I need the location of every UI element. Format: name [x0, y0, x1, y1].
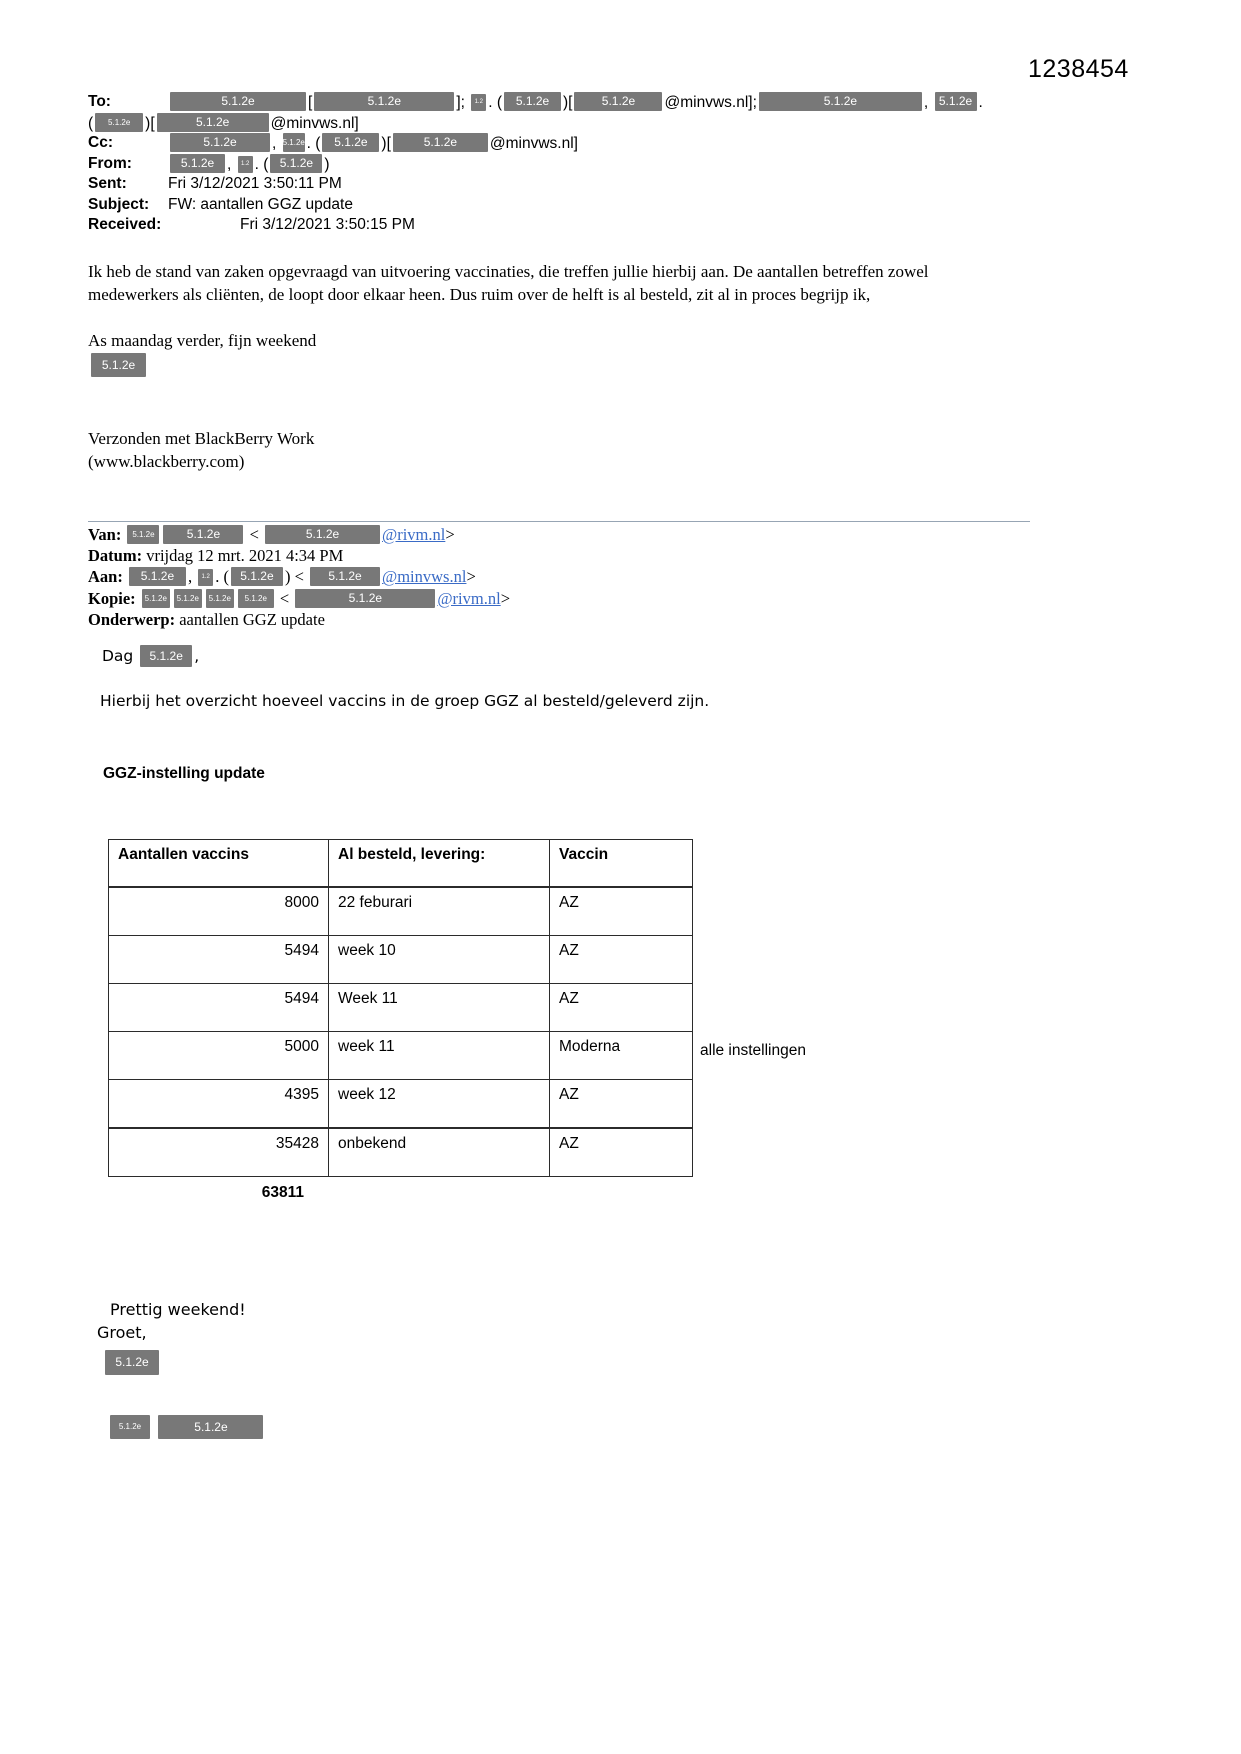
- header-field-label: Subject:: [88, 195, 150, 213]
- redaction-box: 5.1.2e: [140, 645, 192, 667]
- quoted-header-line: [88, 524, 510, 545]
- redaction-box: 5.1.2e: [158, 1415, 263, 1439]
- header-line: [88, 113, 983, 134]
- sender-signature-redaction: [89, 353, 148, 378]
- table-row: [109, 984, 693, 1032]
- header-line: [88, 92, 983, 113]
- closing-line: As maandag verder, fijn weekend: [88, 331, 317, 350]
- quoted-header-line: [88, 545, 510, 566]
- redaction-box: 5.1.2e: [270, 154, 322, 173]
- redaction-box: 5.1.2e: [142, 589, 170, 608]
- table-header-row: [109, 840, 693, 888]
- closing-wish: Prettig weekend!: [110, 1300, 246, 1319]
- table-row: [109, 936, 693, 984]
- table-column-header: Aantallen vaccins: [109, 840, 329, 888]
- redaction-box: 5.1.2e: [157, 113, 269, 132]
- redaction-box: 5.1.2e: [127, 525, 159, 544]
- quoted-header-line: [88, 566, 510, 587]
- text-fragment: . (: [215, 567, 229, 587]
- text-fragment: )[: [381, 135, 391, 152]
- text-fragment: >: [466, 567, 476, 587]
- table-cell: week 12: [329, 1080, 550, 1129]
- header-field-value: [168, 133, 578, 154]
- email-body-paragraph: [88, 260, 929, 306]
- table-column-header: Al besteld, levering:: [329, 840, 550, 888]
- field-label: Van:: [88, 525, 126, 544]
- redaction-box: 5.1.2e: [310, 567, 380, 586]
- field-label: Aan:: [88, 567, 127, 587]
- redaction-box: 5.1.2e: [129, 567, 186, 586]
- closing-salutation: Groet,: [97, 1323, 147, 1342]
- document-number: 1238454: [1028, 55, 1129, 83]
- quoted-header-line: [88, 588, 510, 609]
- redaction-box: 1.2: [238, 156, 253, 173]
- text-fragment: FW: aantallen GGZ update: [168, 195, 353, 213]
- table-cell: 5494: [109, 984, 329, 1032]
- text-fragment: [: [308, 94, 313, 111]
- redaction-box: 5.1.2e: [163, 525, 243, 544]
- table-row: [109, 1080, 693, 1129]
- text-fragment: Dag: [102, 647, 139, 665]
- message-line: Hierbij het overzicht hoeveel vaccins in de groep GGZ al besteld/geleverd zijn.: [100, 692, 710, 710]
- text-fragment: ,: [923, 94, 933, 111]
- body-line: medewerkers als cliënten, de loopt door elkaar heen. Dus ruim over de helft is al besteld, zit al in proces begrijp ik,: [88, 285, 871, 304]
- table-cell: Week 11: [329, 984, 550, 1032]
- header-field-value: [168, 174, 342, 195]
- redaction-box: 1.2: [471, 94, 486, 111]
- redaction-box: 1.2: [198, 569, 213, 586]
- table-cell: onbekend: [329, 1128, 550, 1177]
- header-line: [88, 133, 983, 154]
- table-body: [109, 887, 693, 1177]
- header-line: [88, 154, 983, 175]
- table-cell: week 11: [329, 1032, 550, 1080]
- header-field-label: To:: [88, 93, 111, 110]
- table-row: [109, 1128, 693, 1177]
- redaction-box: 5.1.2e: [322, 133, 379, 152]
- ggz-update-table: [108, 839, 693, 1177]
- table-cell: AZ: [550, 984, 693, 1032]
- redaction-box: 5.1.2e: [283, 133, 305, 152]
- redaction-box: 5.1.2e: [105, 1350, 159, 1375]
- text-fragment: Fri 3/12/2021 3:50:11 PM: [168, 175, 342, 192]
- table-cell: AZ: [550, 1128, 693, 1177]
- text-fragment: .: [978, 94, 983, 111]
- text-fragment: )[: [563, 94, 573, 111]
- text-fragment: vrijdag 12 mrt. 2021 4:34 PM: [146, 546, 344, 566]
- table-column-header: Vaccin: [550, 840, 693, 888]
- table-cell: 5494: [109, 936, 329, 984]
- email-address-link[interactable]: @rivm.nl: [437, 588, 501, 608]
- table-heading: GGZ-instelling update: [103, 765, 265, 782]
- text-fragment: ,: [272, 135, 281, 152]
- text-fragment: . (: [488, 94, 503, 111]
- email-address-link[interactable]: @rivm.nl: [382, 525, 446, 544]
- redaction-box: 5.1.2e: [935, 92, 977, 111]
- redaction-box: 5.1.2e: [238, 589, 274, 608]
- text-fragment: >: [500, 588, 510, 608]
- vaccine-table: [108, 839, 693, 1177]
- text-fragment: <: [245, 525, 264, 544]
- field-label: Datum:: [88, 546, 147, 566]
- table-cell: 4395: [109, 1080, 329, 1129]
- redaction-box: 5.1.2e: [170, 154, 225, 173]
- redaction-box: 5.1.2e: [314, 92, 454, 111]
- redaction-box: 5.1.2e: [174, 589, 202, 608]
- text-fragment: ,: [194, 647, 200, 665]
- table-annotation: alle instellingen: [700, 1042, 806, 1059]
- blackberry-line: (www.blackberry.com): [88, 452, 245, 471]
- text-fragment: (: [88, 114, 94, 132]
- header-field-value: [168, 154, 330, 175]
- field-label: Kopie:: [88, 588, 140, 608]
- redaction-box: 5.1.2e: [295, 589, 435, 608]
- table-cell: 35428: [109, 1128, 329, 1177]
- header-field-label: Sent:: [88, 175, 127, 192]
- redaction-box: 5.1.2e: [393, 133, 488, 152]
- header-field-label: Received:: [88, 216, 162, 233]
- email-header-quoted: [88, 524, 510, 630]
- redaction-box: 5.1.2e: [170, 92, 306, 111]
- text-fragment: @minvws.nl];: [664, 94, 757, 111]
- header-field-value: [88, 113, 359, 134]
- text-fragment: . (: [306, 135, 321, 152]
- table-cell: AZ: [550, 1080, 693, 1129]
- redaction-box: 5.1.2e: [91, 353, 146, 377]
- table-cell: AZ: [550, 936, 693, 984]
- redaction-box: 5.1.2e: [504, 92, 561, 111]
- quoted-message-divider: [88, 521, 1030, 522]
- text-fragment: ) <: [284, 567, 309, 587]
- field-label: Onderwerp:: [88, 609, 180, 629]
- body-line: Ik heb de stand van zaken opgevraagd van uitvoering vaccinaties, die treffen jullie hierbij aan. De aantallen betreffen zowel: [88, 262, 929, 281]
- text-fragment: Fri 3/12/2021 3:50:15 PM: [240, 216, 415, 233]
- table-cell: week 10: [329, 936, 550, 984]
- table-cell: 8000: [109, 887, 329, 936]
- quoted-signature-redaction: [103, 1350, 161, 1376]
- header-field-label: Cc:: [88, 134, 113, 151]
- table-cell: Moderna: [550, 1032, 693, 1080]
- email-address-link[interactable]: @minvws.nl: [382, 567, 467, 587]
- redaction-box: 5.1.2e: [170, 133, 270, 152]
- redaction-box: 5.1.2e: [95, 113, 143, 132]
- text-fragment: ,: [227, 155, 236, 173]
- table-total: 63811: [261, 1184, 304, 1201]
- table-row: [109, 887, 693, 936]
- text-fragment: <: [275, 588, 294, 608]
- greeting-line: [102, 645, 199, 667]
- text-fragment: ];: [456, 94, 470, 111]
- quoted-header-line: [88, 609, 510, 630]
- table-cell: 22 feburari: [329, 887, 550, 936]
- table-row: [109, 1032, 693, 1080]
- header-line: [88, 174, 983, 195]
- header-field-value: [168, 92, 983, 113]
- header-line: [88, 215, 983, 236]
- redaction-box: 5.1.2e: [265, 525, 380, 544]
- text-fragment: @minvws.nl]: [270, 114, 359, 132]
- email-header-outer: [88, 92, 983, 236]
- redaction-box: 5.1.2e: [759, 92, 922, 111]
- header-field-value: [168, 195, 353, 216]
- header-field-value: [168, 215, 415, 236]
- text-fragment: ,: [187, 567, 197, 587]
- header-line: [88, 195, 983, 216]
- table-cell: AZ: [550, 887, 693, 936]
- text-fragment: ): [324, 155, 330, 173]
- redaction-box: 5.1.2e: [110, 1415, 150, 1439]
- blackberry-line: Verzonden met BlackBerry Work: [88, 429, 315, 448]
- redaction-box: 5.1.2e: [231, 567, 283, 586]
- text-fragment: [152, 1422, 156, 1439]
- footer-redactions: [108, 1415, 265, 1440]
- text-fragment: @minvws.nl]: [489, 135, 578, 152]
- text-fragment: aantallen GGZ update: [179, 609, 325, 629]
- header-field-label: From:: [88, 154, 132, 172]
- text-fragment: )[: [145, 114, 155, 132]
- redaction-box: 5.1.2e: [206, 589, 234, 608]
- blackberry-footer: [88, 427, 314, 473]
- text-fragment: . (: [254, 155, 269, 173]
- text-fragment: >: [445, 525, 455, 544]
- table-cell: 5000: [109, 1032, 329, 1080]
- redaction-box: 5.1.2e: [574, 92, 662, 111]
